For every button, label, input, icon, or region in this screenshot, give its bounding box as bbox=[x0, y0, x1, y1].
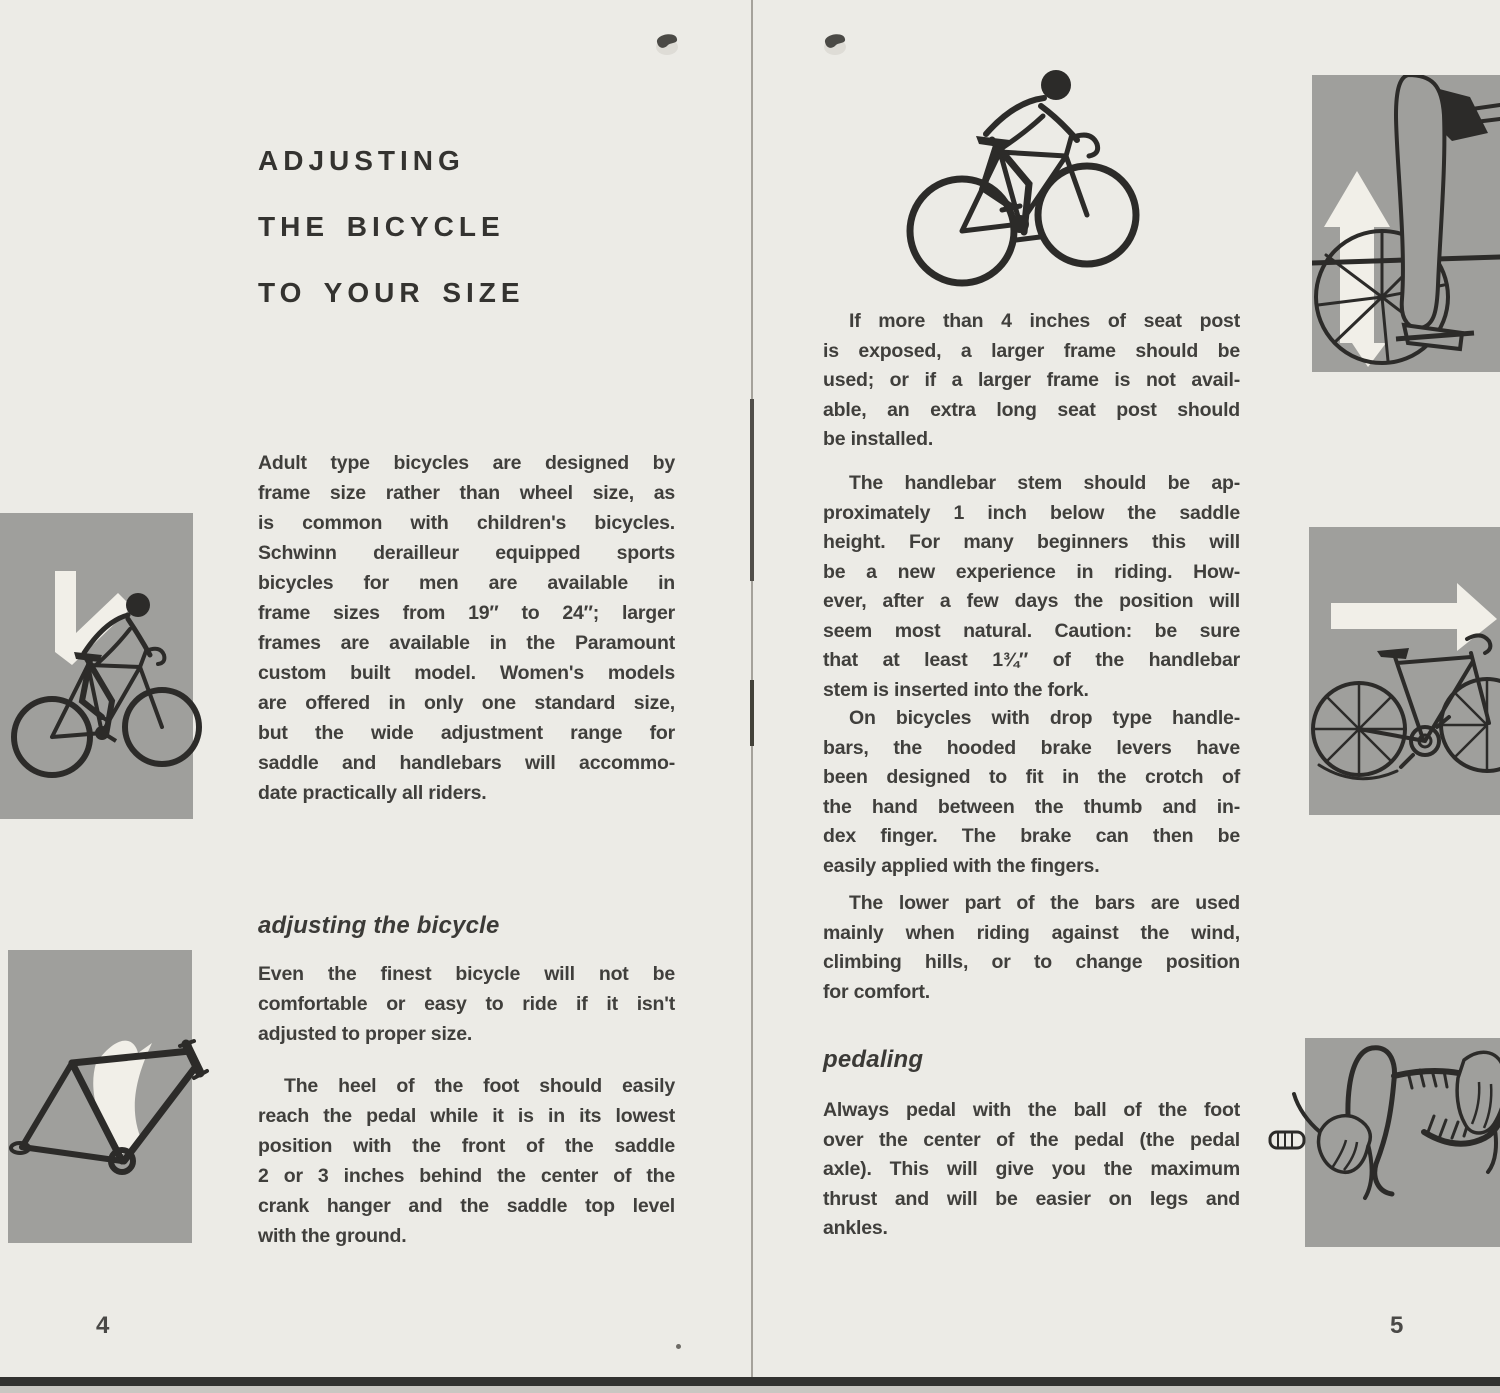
center-fold-shadow bbox=[750, 680, 754, 746]
text-line: 2 or 3 inches behind the center of the bbox=[258, 1165, 675, 1187]
text-line: stem is inserted into the fork. bbox=[823, 678, 1089, 701]
cyclist-size-check-illustration bbox=[0, 505, 218, 827]
text-line: but the wide adjustment range for bbox=[258, 722, 675, 744]
text-line: Adult type bicycles are designed by bbox=[258, 452, 675, 474]
text-line: over the center of the pedal (the pedal bbox=[823, 1128, 1240, 1151]
text-line: saddle and handlebars will accommo- bbox=[258, 752, 675, 774]
text-line: been designed to fit in the crotch of bbox=[823, 766, 1240, 788]
text-line: bicycles for men are available in bbox=[258, 572, 675, 594]
text-line: adjusted to proper size. bbox=[258, 1023, 473, 1045]
text-line: is common with children's bicycles. bbox=[258, 512, 675, 534]
text-line: bars, the hooded brake levers have bbox=[823, 736, 1240, 759]
paragraph-lower-bars bbox=[823, 889, 1240, 1007]
center-fold-shadow bbox=[750, 399, 754, 581]
text-line: ankles. bbox=[823, 1217, 888, 1239]
text-line: frame size rather than wheel size, as bbox=[258, 482, 675, 504]
text-line: The handlebar stem should be ap- bbox=[849, 472, 1240, 494]
paragraph-handlebar-stem bbox=[823, 469, 1240, 705]
text-line: If more than 4 inches of seat post bbox=[849, 310, 1240, 332]
text-line: is exposed, a larger frame should be bbox=[823, 339, 1240, 362]
text-line: that at least 1¾″ of the handlebar bbox=[823, 649, 1240, 671]
text-line: Even the finest bicycle will not be bbox=[258, 963, 675, 985]
text-line: mainly when riding against the wind, bbox=[823, 921, 1240, 944]
text-line: frames are available in the Paramount bbox=[258, 632, 675, 654]
text-line: dex finger. The brake can then be bbox=[823, 825, 1240, 847]
text-line: easily applied with the fingers. bbox=[823, 854, 1100, 877]
paragraph-heel-of-foot bbox=[258, 1071, 675, 1251]
scan-bottom-edge-shadow bbox=[0, 1386, 1500, 1393]
text-line: custom built model. Women's models bbox=[258, 662, 675, 684]
text-line: Always pedal with the ball of the foot bbox=[823, 1099, 1240, 1121]
bicycle-side-illustration bbox=[1309, 527, 1500, 815]
paragraph-brake-levers bbox=[823, 704, 1240, 881]
staple-hole-icon bbox=[820, 28, 850, 58]
text-line: with the ground. bbox=[258, 1225, 407, 1247]
text-line: On bicycles with drop type handle- bbox=[849, 707, 1240, 729]
intro-paragraph bbox=[258, 448, 675, 808]
text-line: height. For many beginners this will bbox=[823, 531, 1240, 553]
staple-hole-icon bbox=[652, 28, 682, 58]
text-line: axle). This will give you the maximum bbox=[823, 1158, 1240, 1180]
text-line: seem most natural. Caution: be sure bbox=[823, 619, 1240, 642]
page-title bbox=[258, 128, 525, 326]
section-heading-pedaling: pedaling bbox=[823, 1046, 924, 1073]
text-line: be installed. bbox=[823, 428, 934, 450]
paragraph-seat-post bbox=[823, 307, 1240, 455]
text-line: proximately 1 inch below the saddle bbox=[823, 501, 1240, 524]
paragraph-pedaling bbox=[823, 1096, 1240, 1244]
text-line: be a new experience in riding. How- bbox=[823, 560, 1240, 583]
text-line: The heel of the foot should easily bbox=[284, 1075, 675, 1097]
text-line: The lower part of the bars are used bbox=[849, 892, 1240, 914]
text-line: ever, after a few days the position will bbox=[823, 590, 1240, 612]
leg-on-pedal-illustration bbox=[1312, 75, 1500, 372]
text-line: Schwinn derailleur equipped sports bbox=[258, 542, 675, 564]
text-line: climbing hills, or to change position bbox=[823, 951, 1240, 973]
text-line: position with the front of the saddle bbox=[258, 1135, 675, 1157]
text-line: used; or if a larger frame is not avail- bbox=[823, 369, 1240, 391]
text-line: frame sizes from 19″ to 24″; larger bbox=[258, 602, 675, 624]
page-number-right: 5 bbox=[1390, 1312, 1404, 1339]
ink-speck bbox=[676, 1344, 681, 1349]
text-line: for comfort. bbox=[823, 980, 931, 1003]
hands-on-handlebars-illustration bbox=[1268, 1036, 1500, 1250]
paragraph-even-finest bbox=[258, 959, 675, 1049]
page-title-line: THE BICYCLE bbox=[258, 211, 505, 242]
text-line: crank hanger and the saddle top level bbox=[258, 1195, 675, 1217]
text-line: reach the pedal while it is in its lowest bbox=[258, 1105, 675, 1127]
text-line: are offered in only one standard size, bbox=[258, 692, 675, 714]
scan-bottom-edge bbox=[0, 1377, 1500, 1386]
text-line: comfortable or easy to ride if it isn't bbox=[258, 993, 675, 1015]
page-number-left: 4 bbox=[96, 1312, 110, 1339]
text-line: date practically all riders. bbox=[258, 782, 487, 804]
page-title-line: ADJUSTING bbox=[258, 145, 465, 176]
text-line: thrust and will be easier on legs and bbox=[823, 1187, 1240, 1210]
page-title-line: TO YOUR SIZE bbox=[258, 277, 525, 308]
text-line: able, an extra long seat post should bbox=[823, 398, 1240, 421]
cyclist-riding-illustration bbox=[880, 48, 1145, 298]
text-line: the hand between the thumb and in- bbox=[823, 795, 1240, 818]
section-heading-adjusting: adjusting the bicycle bbox=[258, 912, 500, 939]
bicycle-frame-illustration bbox=[0, 945, 232, 1251]
